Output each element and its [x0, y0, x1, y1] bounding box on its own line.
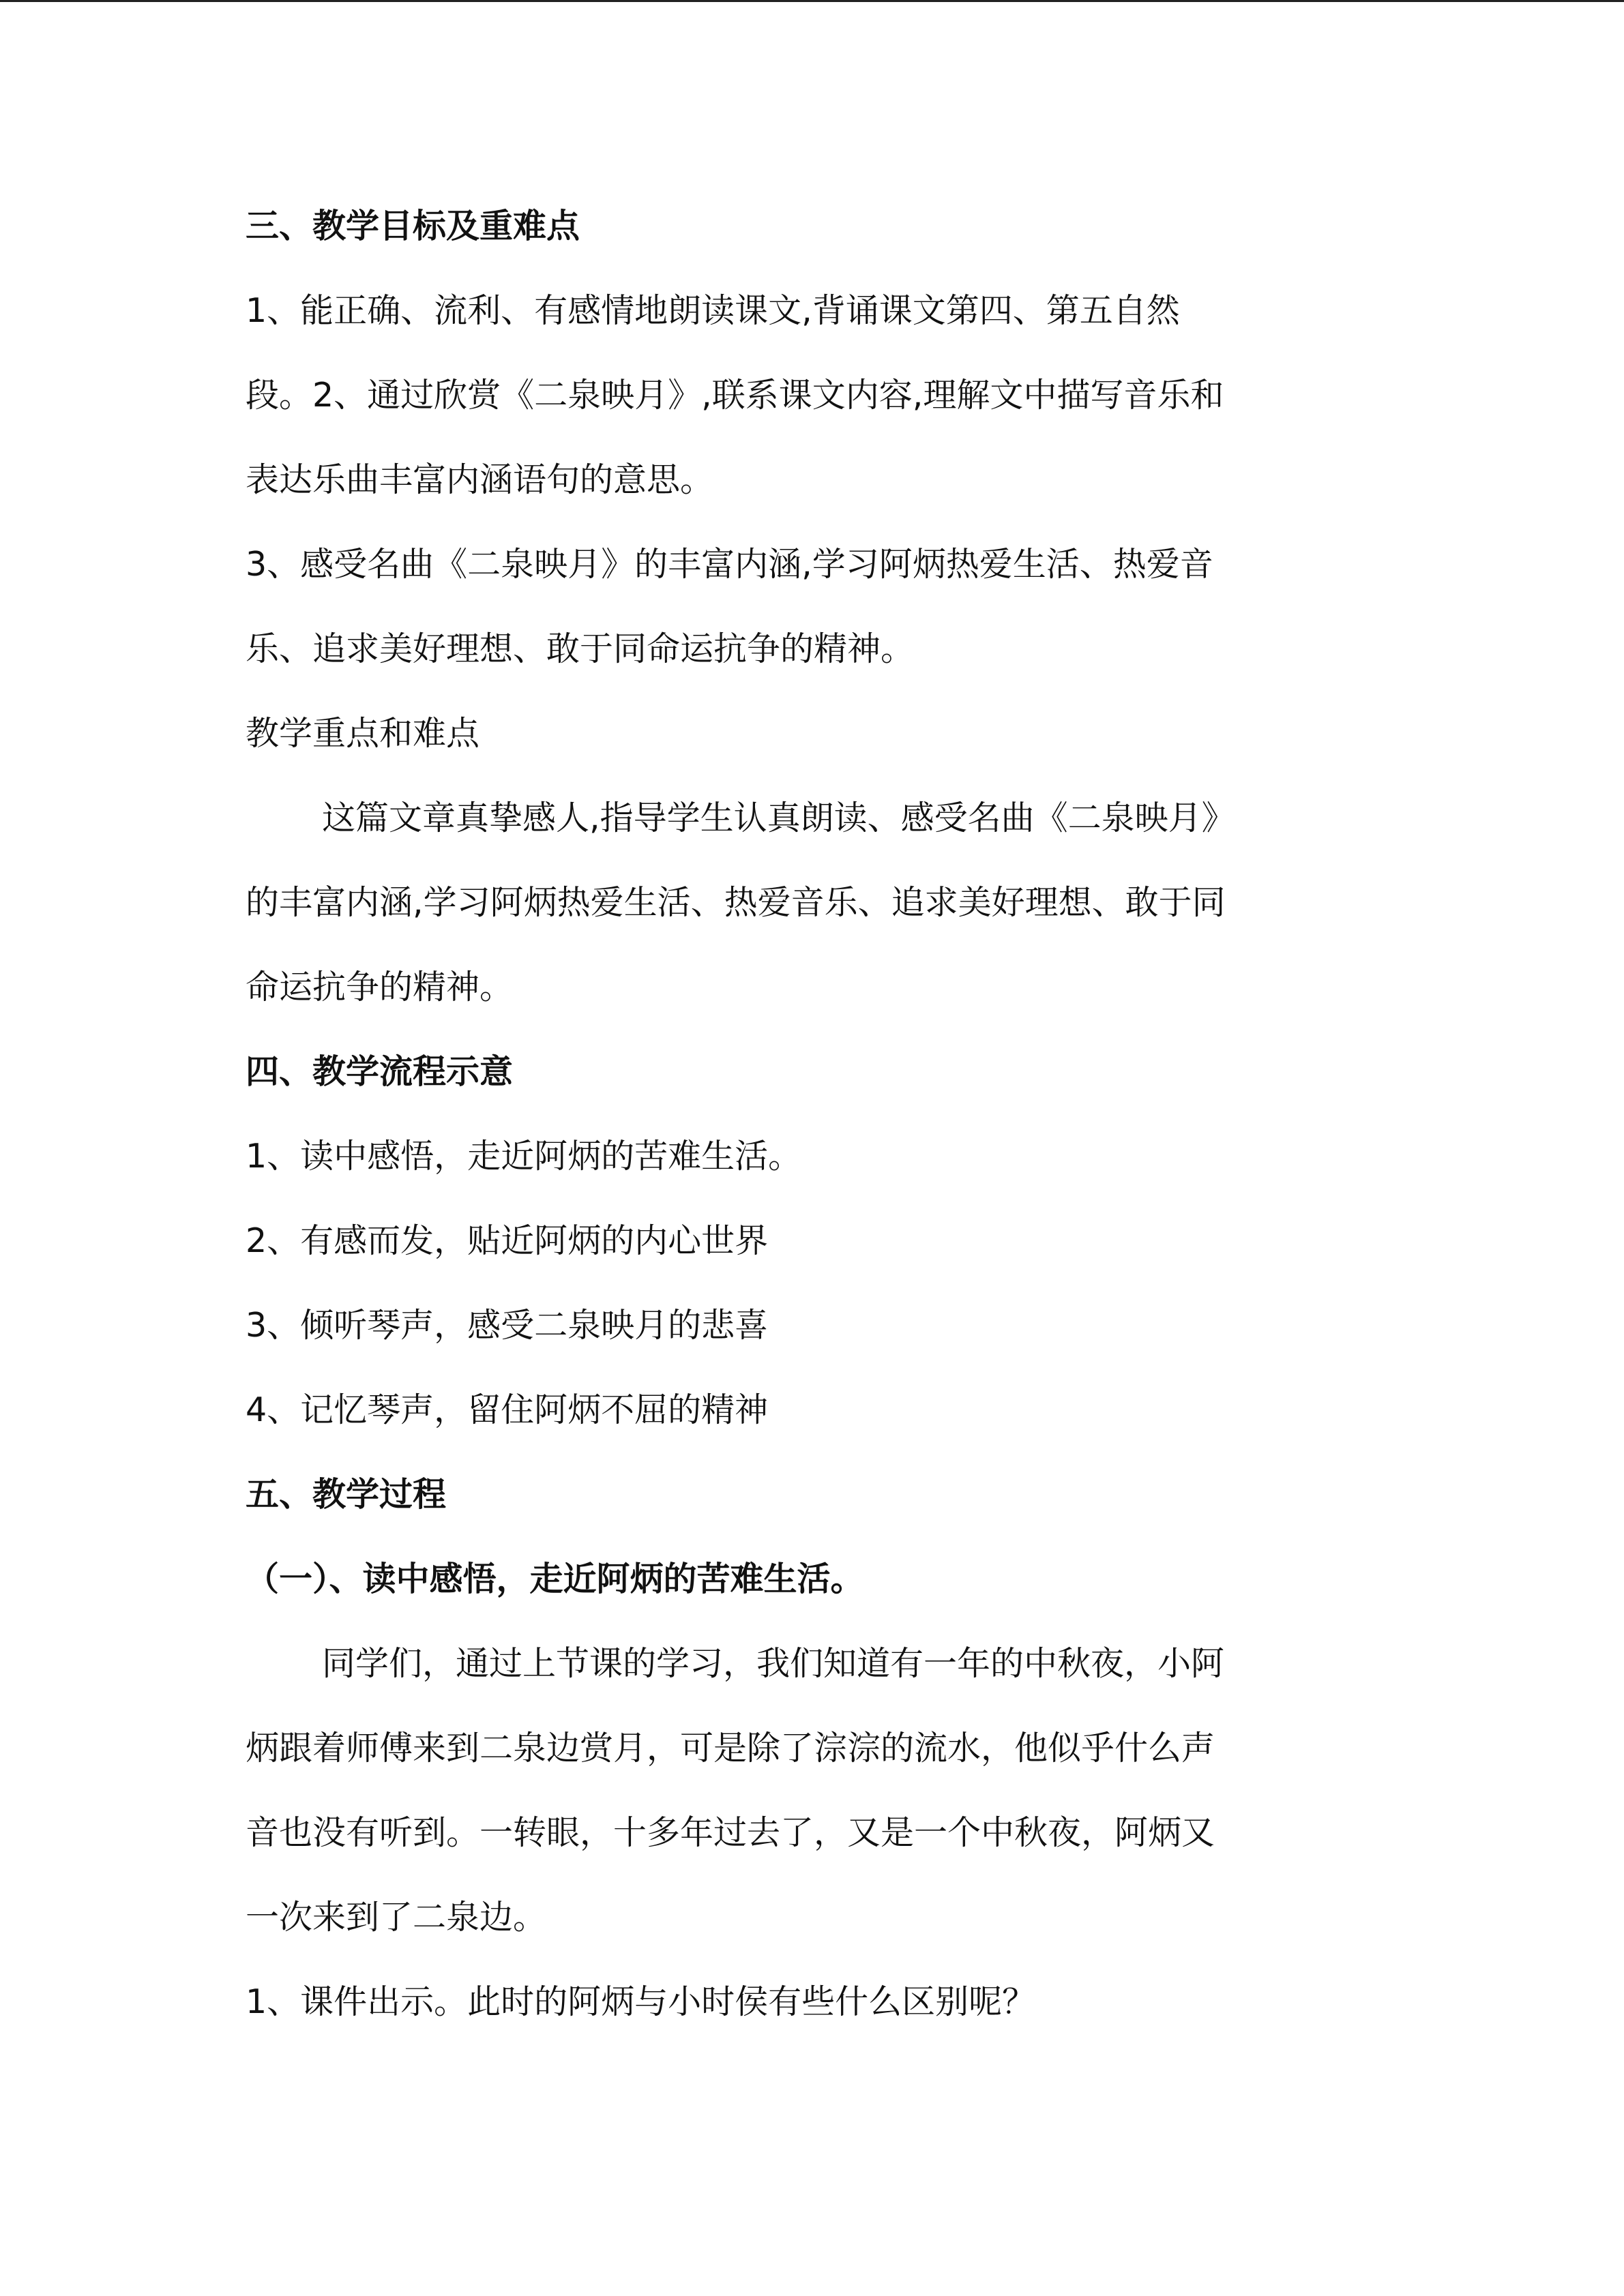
page-top-border [0, 0, 1624, 2]
key-points-heading: 教学重点和难点 [246, 714, 480, 753]
section-3-heading: 三、教学目标及重难点 [246, 207, 580, 245]
flow-step-1: 1、读中感悟，走近阿炳的苦难生活。 [246, 1137, 802, 1176]
section-5-heading: 五、教学过程 [246, 1475, 447, 1514]
key-points-line-3: 命运抗争的精神。 [246, 968, 514, 1007]
goal-1-line-1: 1、能正确、流利、有感情地朗读课文,背诵课文第四、第五自然 [246, 291, 1180, 330]
intro-line-2: 炳跟着师傅来到二泉边赏月，可是除了淙淙的流水，他似乎什么声 [246, 1729, 1215, 1768]
subsection-1-heading: （一）、读中感悟，走近阿炳的苦难生活。 [246, 1560, 864, 1598]
flow-step-3: 3、倾听琴声，感受二泉映月的悲喜 [246, 1306, 769, 1345]
key-points-line-2: 的丰富内涵,学习阿炳热爱生活、热爱音乐、追求美好理想、敢于同 [246, 883, 1226, 922]
flow-step-4: 4、记忆琴声，留住阿炳不屈的精神 [246, 1390, 769, 1429]
intro-line-1: 同学们，通过上节课的学习，我们知道有一年的中秋夜，小阿 [322, 1644, 1225, 1683]
goal-3-line-2: 乐、追求美好理想、敢于同命运抗争的精神。 [246, 629, 915, 668]
goal-3-line-1: 3、感受名曲《二泉映月》的丰富内涵,学习阿炳热爱生活、热爱音 [246, 545, 1213, 584]
goal-1-line-3: 表达乐曲丰富内涵语句的意思。 [246, 460, 714, 499]
section-4-heading: 四、教学流程示意 [246, 1052, 514, 1091]
flow-step-2: 2、有感而发，贴近阿炳的内心世界 [246, 1221, 769, 1260]
key-points-line-1: 这篇文章真挚感人,指导学生认真朗读、感受名曲《二泉映月》 [322, 799, 1235, 837]
intro-line-4: 一次来到了二泉边。 [246, 1898, 547, 1937]
document-page [246, 205, 1378, 2065]
intro-line-3: 音也没有听到。一转眼，十多年过去了，又是一个中秋夜，阿炳又 [246, 1813, 1215, 1852]
task-1: 1、课件出示。此时的阿炳与小时侯有些什么区别呢？ [246, 1982, 1036, 2021]
goal-1-line-2: 段。2、通过欣赏《二泉映月》,联系课文内容,理解文中描写音乐和 [246, 376, 1224, 415]
